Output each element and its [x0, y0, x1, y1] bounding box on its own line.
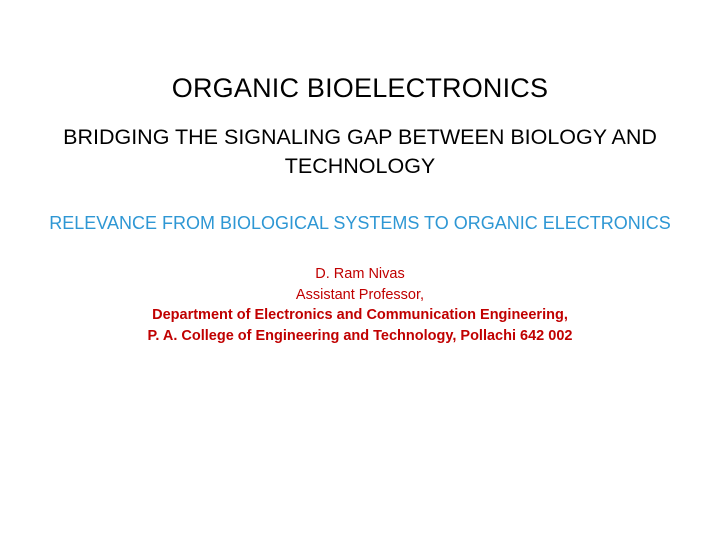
author-name: D. Ram Nivas: [315, 266, 405, 283]
author-block: [26, 264, 694, 346]
author-college: P. A. College of Engineering and Technology, Pollachi 642 002: [147, 327, 573, 344]
page-title: ORGANIC BIOELECTRONICS: [171, 73, 549, 103]
author-department: Department of Electronics and Communication Engineering,: [152, 307, 568, 324]
slide-accent-line: RELEVANCE FROM BIOLOGICAL SYSTEMS TO ORGANIC ELECTRONICS: [49, 213, 671, 234]
slide-subtitle: BRIDGING THE SIGNALING GAP BETWEEN BIOLOGY AND TECHNOLOGY: [63, 125, 657, 179]
author-role: Assistant Professor,: [295, 286, 425, 303]
slide-content: [26, 72, 694, 347]
